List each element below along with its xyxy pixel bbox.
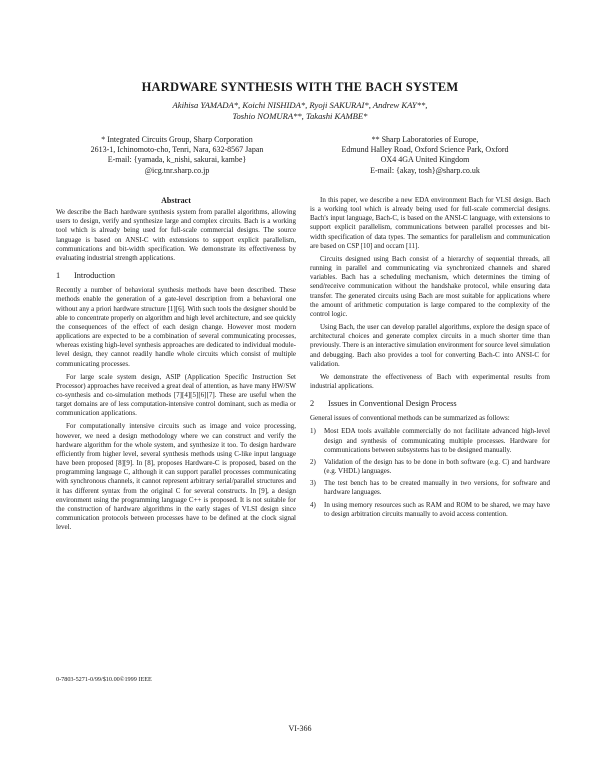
paragraph: Circuits designed using Bach consist of a hierarchy of sequential threads, all running in parallel and communicating via synchronized channels and shared variables. Bach has a scheduling mechanism, which determines the timing of send/receive communication without the handshake protocol, while ensuring data transfer. The generated circuits using Bach are most suitable for applications where the amount of arithmetic computation is large compared to the complexity of the control logic. xyxy=(310,254,550,318)
list-number: 3) xyxy=(310,479,316,488)
list-number: 1) xyxy=(310,427,316,436)
paragraph: For large scale system design, ASIP (Application Specific Instruction Set Processor) approaches have received a great deal of attention, as have many HW/SW co-synthesis and co-simulation methods [7][4][5][6][7]. These are useful when the target domains are of less computation-intensive control dominant, such as media or communication applications. xyxy=(56,372,296,418)
list-number: 2) xyxy=(310,457,316,466)
list-item xyxy=(310,458,550,476)
list-number: 4) xyxy=(310,500,316,509)
right-column xyxy=(310,196,550,523)
affiliation-left-line: * Integrated Circuits Group, Sharp Corporation xyxy=(101,135,253,144)
paragraph: Recently a number of behavioral synthesis methods have been described. These methods enable the generation of a gate-level description from a behavioral one without any a priori hardware structure [1][6]. With such tools the designer should be able to concentrate properly on algorithm and high level architecture, and see quickly the consequences of the effect of each design change. However most modern applications are expected to be a combination of several communicating processes, whereas existing high-level synthesis approaches are dedicated to individual module-level design, they cannot readily handle whole circuits which consist of multiple communicating processes. xyxy=(56,286,296,368)
list-item xyxy=(310,479,550,497)
paragraph: Using Bach, the user can develop parallel algorithms, explore the design space of architectural choices and generate complex circuits in a much shorter time than previously. There is an interactive simulation environment for source level simulation and debugging. Bach also provides a tool for converting Bach-C into ANSI-C for validation. xyxy=(310,323,550,368)
list-text: The test bench has to be created manually in two versions, for software and hardware languages. xyxy=(324,479,550,497)
affiliation-left xyxy=(52,135,302,176)
affiliation-right-line: ** Sharp Laboratories of Europe, xyxy=(371,135,479,144)
affiliation-right-line: Edmund Halley Road, Oxford Science Park, Oxford xyxy=(341,145,509,155)
page-number: VI-366 xyxy=(288,724,312,733)
abstract-text: We describe the Bach hardware synthesis system from parallel algorithms, allowing users to design, verify and synthesize large and complex circuits. Bach is a working tool which is already being used for full-scale commercial designs. The source language is based on ANSI-C with extensions to support explicit parallelism, communications and bit-width specification. We demonstrate its effectiveness by evaluating industrial strength applications. xyxy=(56,208,296,262)
paragraph: General issues of conventional methods can be summarized as follows: xyxy=(310,414,510,423)
affiliation-right xyxy=(300,135,550,176)
list-item xyxy=(310,427,550,454)
left-column xyxy=(56,196,296,536)
affiliation-left-line: @icg.tnr.sharp.co.jp xyxy=(144,165,210,175)
section-title: Issues in Conventional Design Process xyxy=(328,399,457,409)
author-list xyxy=(0,100,600,122)
paper-title: HARDWARE SYNTHESIS WITH THE BACH SYSTEM xyxy=(141,80,459,94)
affiliation-left-line: E-mail: {yamada, k_nishi, sakurai, kambe} xyxy=(107,155,247,165)
section-number: 1 xyxy=(56,271,61,281)
list-item xyxy=(310,501,550,519)
issue-list xyxy=(310,427,550,518)
list-text: Most EDA tools available commercially do not facilitate advanced high-level design and synthesis of communicating multiple processes. Hardware for communications between subsystems has to be designed manually. xyxy=(324,427,550,454)
authors-line-2: Toshio NOMURA**, Takashi KAMBE* xyxy=(232,111,368,121)
list-text: Validation of the design has to be done in both software (e.g. C) and hardware (e.g. VHDL) languages. xyxy=(324,457,550,476)
affiliation-right-line: OX4 4GA United Kingdom xyxy=(380,155,470,165)
abstract-heading: Abstract xyxy=(161,196,191,205)
paragraph: For computationally intensive circuits such as image and voice processing, however, we need a design methodology where we can construct and verify the hardware algorithm for the whole system, and synthesize it too. To design hardware efficiently from higher level, several synthesis methods using C-like input language have been proposed [8][9]. In [8], proposes Hardware-C is proposed, based on the programming language C, although it can support parallel processes communicating with synchronous channels, it cannot represent arbitrary serial/parallel structures and it has different syntax from the original C for several constructs. In [9], a design environment using the programming language C++ is proposed. It is not suitable for the construction of hardware algorithms in the early stages of VLSI design since communication protocols between processes have to be defined at the clock signal level. xyxy=(56,422,296,532)
section-title: Introduction xyxy=(74,271,116,281)
paragraph: We demonstrate the effectiveness of Bach with experimental results from industrial applications. xyxy=(310,372,550,390)
section-number: 2 xyxy=(310,399,315,409)
section-1-heading xyxy=(56,271,296,280)
paragraph: In this paper, we describe a new EDA environment Bach for VLSI design. Bach is a working tool which is already being used for full-scale commercial designs. Bach's input language, Bach-C, is based on the ANSI-C language, with extensions to support explicit parallelism, communications between parallel processes and bit-width specification of data types. The semantics for parallelism and communication are based on CSP [10] and occam [11]. xyxy=(310,196,550,250)
affiliation-right-line: E-mail: {akay, tosh}@sharp.co.uk xyxy=(370,165,480,175)
list-text: In using memory resources such as RAM and ROM to be shared, we may have to design arbitration circuits manually to avoid access contention. xyxy=(324,500,550,518)
copyright-footer: 0-7803-5271-0/99/$10.00©1999 IEEE xyxy=(56,676,152,683)
section-2-heading xyxy=(310,399,550,408)
affiliation-left-line: 2613-1, Ichinomoto-cho, Tenri, Nara, 632-8567 Japan xyxy=(90,145,264,155)
authors-line-1: Akihisa YAMADA*, Koichi NISHIDA*, Ryoji SAKURAI*, Andrew KAY**, xyxy=(172,100,428,110)
